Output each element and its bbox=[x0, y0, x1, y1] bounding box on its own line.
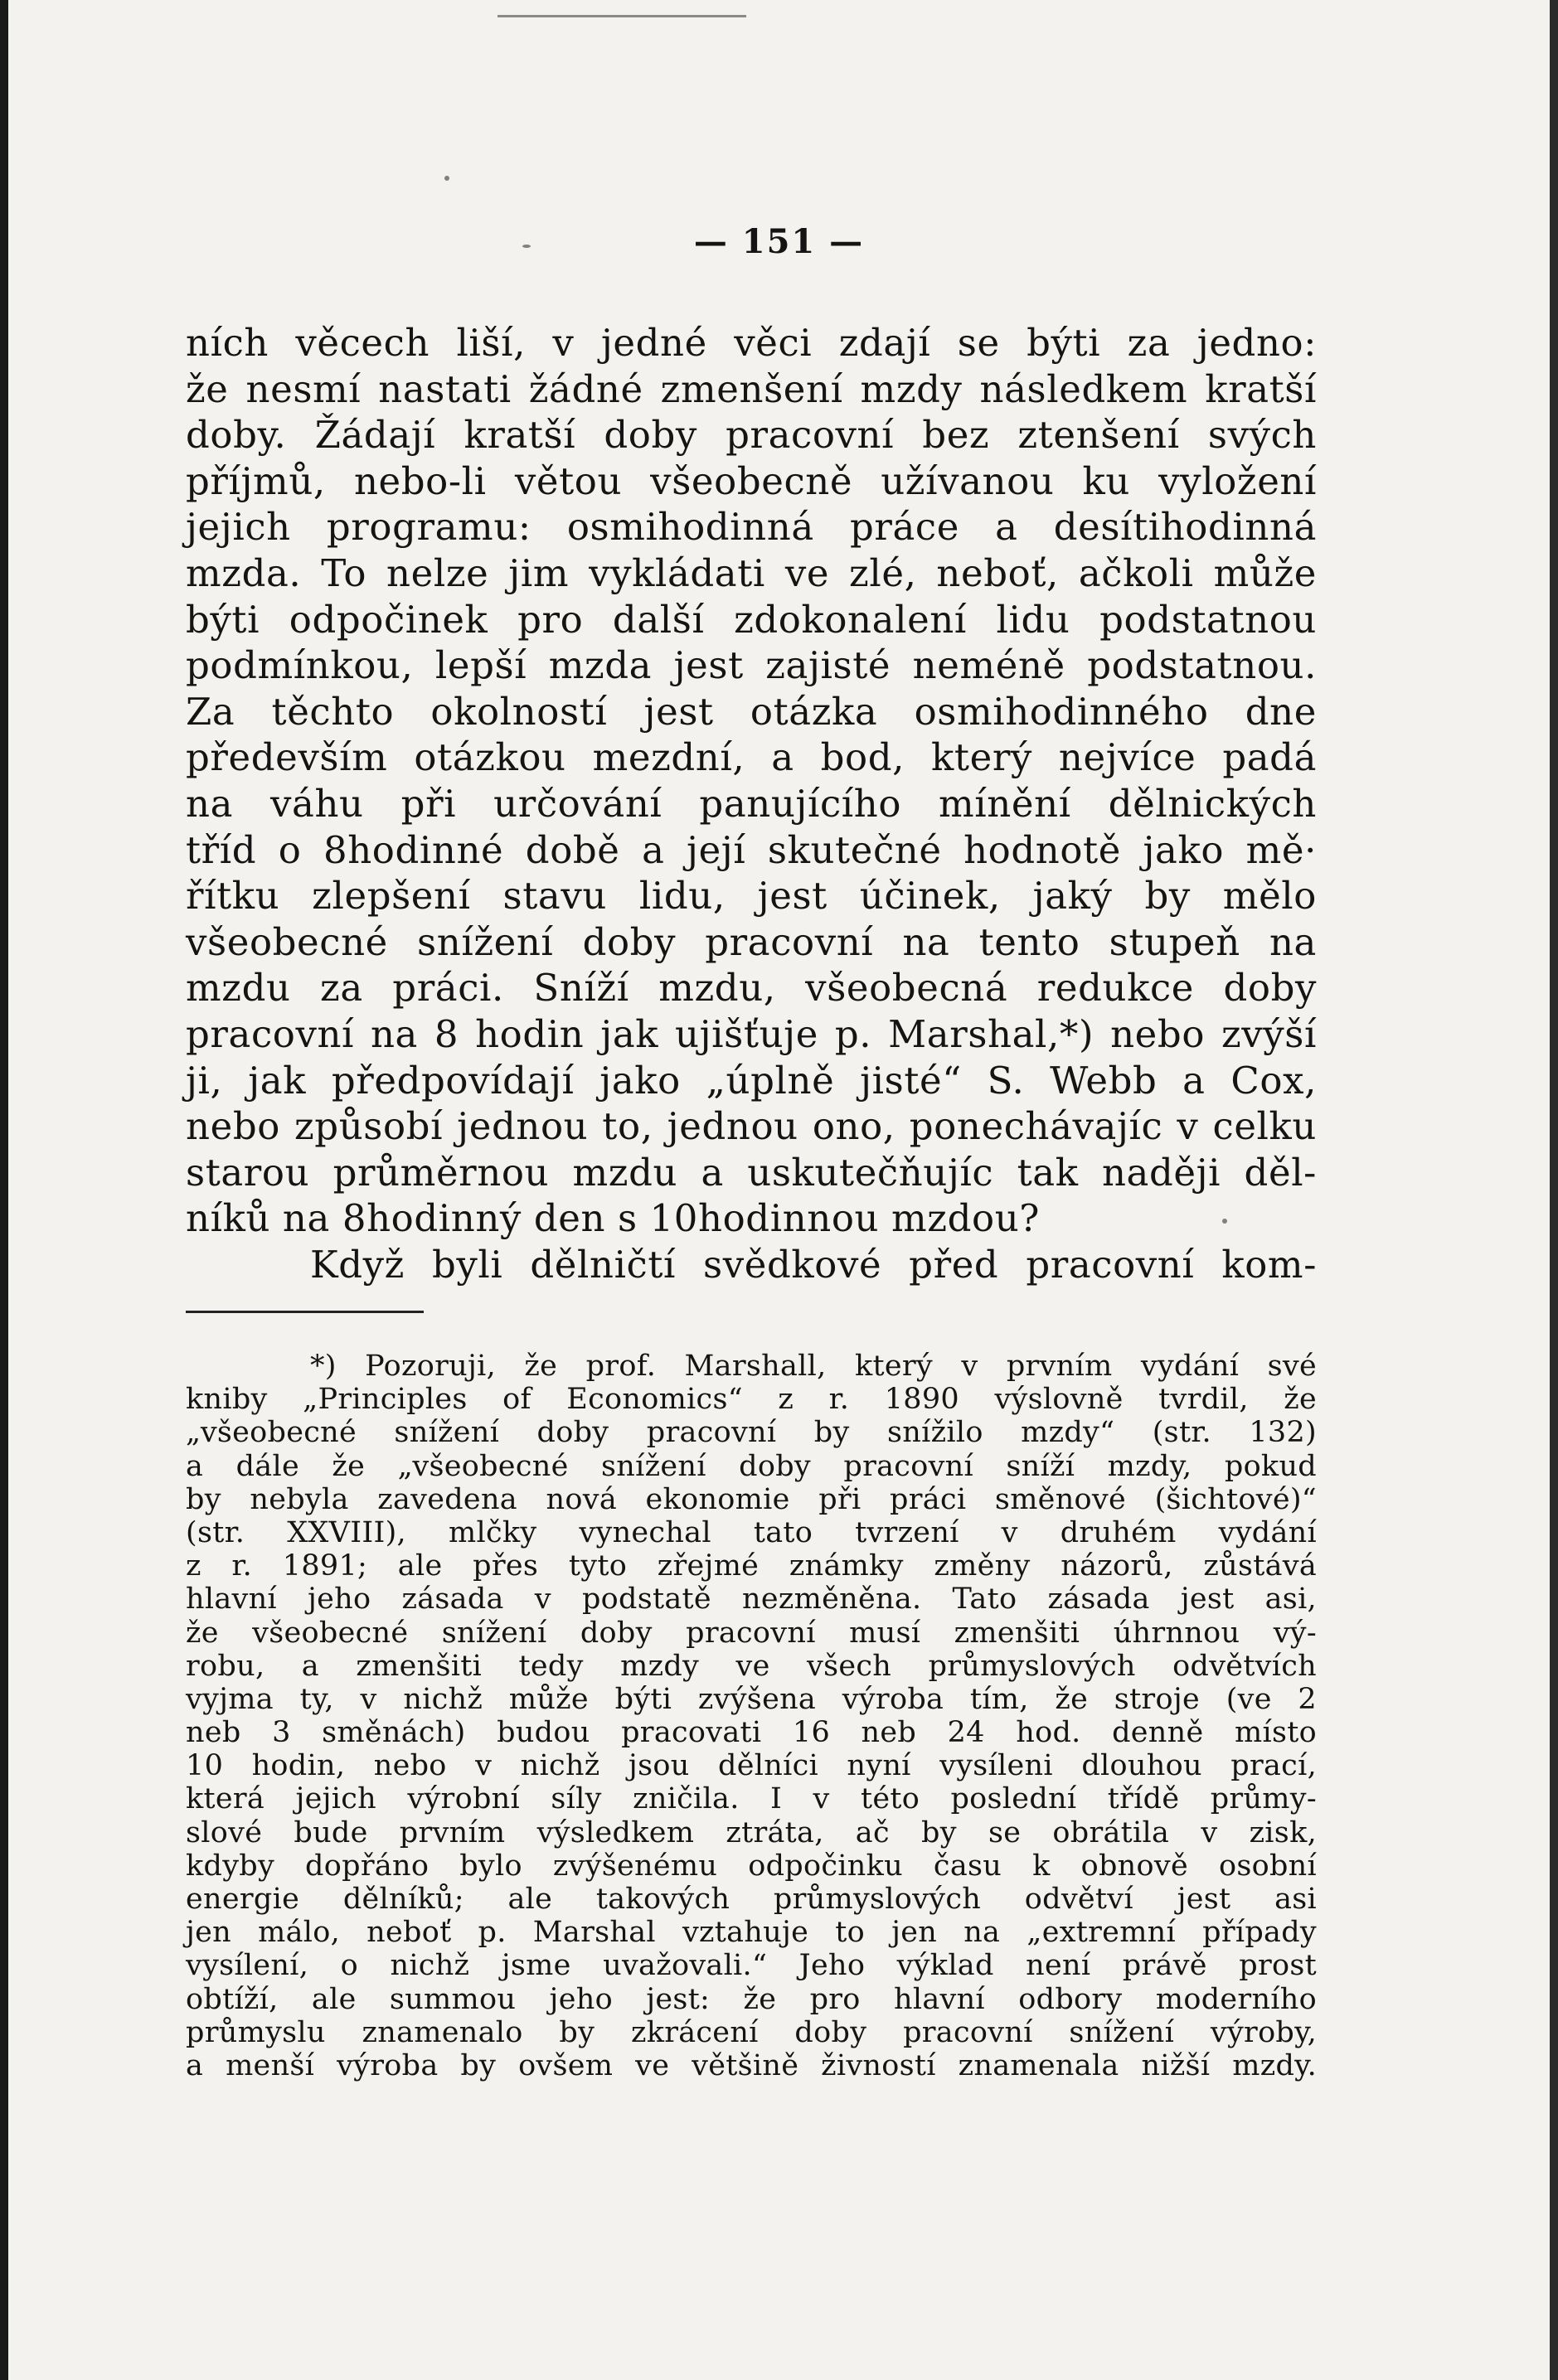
footnote-line: jen málo, neboť p. Marshal vztahuje to jen na „extremní případy bbox=[186, 1916, 1317, 1950]
body-line: jejich programu: osmihodinná práce a desítihodinná bbox=[186, 505, 1317, 550]
footnote-line: a dále že „všeobecné snížení doby pracovní sníží mzdy, pokud bbox=[186, 1449, 1317, 1483]
footnote-line: průmyslu znamenalo by zkrácení doby pracovní snížení výroby, bbox=[186, 2015, 1317, 2049]
body-line: nebo způsobí jednou to, jednou ono, ponechávajíc v celku bbox=[186, 1104, 1317, 1149]
body-line: níků na 8hodinný den s 10hodinnou mzdou? bbox=[186, 1196, 1041, 1241]
body-line: na váhu při určování panujícího mínění dělnických bbox=[186, 781, 1317, 826]
footnote-line: *) Pozoruji, že prof. Marshall, který v prvním vydání své bbox=[310, 1350, 1317, 1383]
footnote-line: robu, a zmenšiti tedy mzdy ve všech průmyslových odvětvích bbox=[186, 1649, 1317, 1683]
body-line: býti odpočinek pro další zdokonalení lidu podstatnou bbox=[186, 597, 1317, 642]
body-line: starou průměrnou mzdu a uskutečňujíc tak naději děl- bbox=[186, 1150, 1317, 1195]
body-line: Za těchto okolností jest otázka osmihodinného dne bbox=[186, 689, 1317, 734]
footnote-line: a menší výroba by ovšem ve většině živností znamenala nižší mzdy. bbox=[186, 2048, 1317, 2082]
footnote bbox=[186, 1350, 1317, 2082]
body-line: podmínkou, lepší mzda jest zajisté neméně podstatnou. bbox=[186, 643, 1317, 688]
footnote-line: kdyby dopřáno bylo zvýšenému odpočinku času k obnově osobní bbox=[186, 1849, 1317, 1883]
footnote-line: energie dělníků; ale takových průmyslových odvětví jest asi bbox=[186, 1883, 1317, 1916]
body-line: ních věcech liší, v jedné věci zdají se býti za jedno: bbox=[186, 321, 1317, 365]
body-line: tříd o 8hodinné době a její skutečné hodnotě jako mě· bbox=[186, 827, 1317, 872]
footnote-rule bbox=[186, 1311, 424, 1313]
footnote-line: která jejich výrobní síly zničila. I v této poslední třídě průmy- bbox=[186, 1782, 1317, 1816]
body-line: doby. Žádají kratší doby pracovní bez ztenšení svých bbox=[186, 413, 1317, 458]
ink-speck bbox=[444, 176, 449, 181]
body-line: všeobecné snížení doby pracovní na tento stupeň na bbox=[186, 919, 1317, 964]
footnote-line: slové bude prvním výsledkem ztráta, ač by se obrátila v zisk, bbox=[186, 1815, 1317, 1849]
body-line: mzdu za práci. Sníží mzdu, všeobecná redukce doby bbox=[186, 966, 1317, 1011]
footnote-line: „všeobecné snížení doby pracovní by snížilo mzdy“ (str. 132) bbox=[186, 1416, 1317, 1450]
footnote-line: kniby „Principles of Economics“ z r. 1890 výslovně tvrdil, že bbox=[186, 1383, 1317, 1417]
body-line: ji, jak předpovídají jako „úplně jisté“ S. Webb a Cox, bbox=[186, 1058, 1317, 1103]
page-edge-mark bbox=[497, 0, 746, 17]
body-line: že nesmí nastati žádné zmenšení mzdy následkem kratší bbox=[186, 366, 1317, 411]
body-line: především otázkou mezdní, a bod, který nejvíce padá bbox=[186, 735, 1317, 780]
body-line: mzda. To nelze jim vykládati ve zlé, neboť, ačkoli může bbox=[186, 550, 1317, 595]
footnote-line: (str. XXVIII), mlčky vynechal tato tvrzení v druhém vydání bbox=[186, 1515, 1317, 1549]
page-number: — 151 — bbox=[693, 222, 865, 261]
footnote-line: vysílení, o nichž jsme uvažovali.“ Jeho výklad není právě prost bbox=[186, 1949, 1317, 1983]
footnote-line: vyjma ty, v nichž může býti zvýšena výroba tím, že stroje (ve 2 bbox=[186, 1682, 1317, 1716]
body-text bbox=[186, 320, 1317, 1287]
body-line: pracovní na 8 hodin jak ujišťuje p. Marshal,*) nebo zvýší bbox=[186, 1011, 1317, 1056]
footnote-line: obtíží, ale summou jeho jest: že pro hlavní odbory moderního bbox=[186, 1982, 1317, 2016]
body-line: řítku zlepšení stavu lidu, jest účinek, jaký by mělo bbox=[186, 874, 1317, 919]
body-line: příjmů, nebo-li větou všeobecně užívanou ku vyložení bbox=[186, 458, 1317, 503]
body-line: Když byli dělničtí svědkové před pracovní kom- bbox=[310, 1242, 1317, 1287]
footnote-line: by nebyla zavedena nová ekonomie při práci směnové (šichtové)“ bbox=[186, 1482, 1317, 1516]
footnote-line: neb 3 směnách) budou pracovati 16 neb 24 hod. denně místo bbox=[186, 1716, 1317, 1750]
footnote-line: z r. 1891; ale přes tyto zřejmé známky změny názorů, zůstává bbox=[186, 1549, 1317, 1583]
footnote-line: 10 hodin, nebo v nichž jsou dělníci nyní vysíleni dlouhou prací, bbox=[186, 1749, 1317, 1783]
footnote-line: že všeobecné snížení doby pracovní musí zmenšiti úhrnnou vý- bbox=[186, 1616, 1317, 1650]
footnote-line: hlavní jeho zásada v podstatě nezměněna. Tato zásada jest asi, bbox=[186, 1583, 1317, 1617]
